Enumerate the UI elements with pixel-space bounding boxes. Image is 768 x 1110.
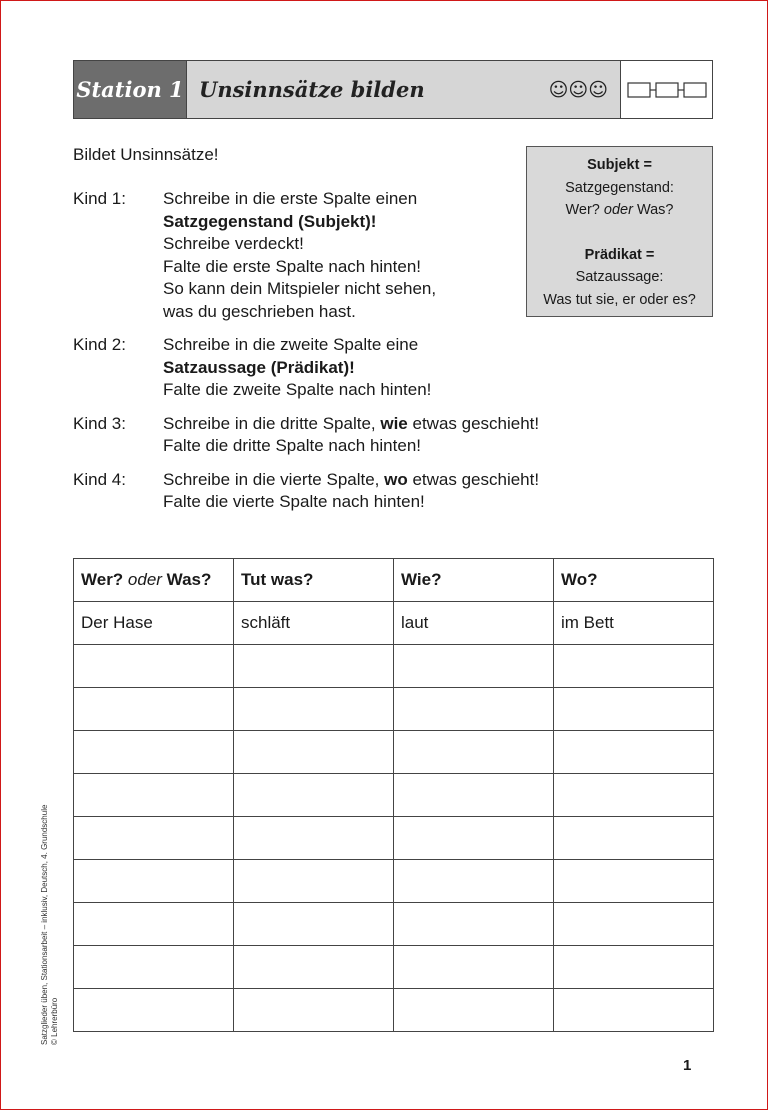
instruction-label: Kind 4: — [73, 469, 126, 489]
table-cell: im Bett — [554, 602, 714, 645]
definition-box — [526, 146, 713, 317]
instruction-line: Falte die zweite Spalte nach hinten! — [163, 380, 432, 399]
table-cell-empty[interactable] — [74, 645, 234, 688]
instruction-label: Kind 1: — [73, 189, 126, 208]
table-row-example — [74, 602, 714, 645]
page-number: 1 — [683, 1057, 692, 1074]
table-row — [74, 774, 714, 817]
table-row — [74, 817, 714, 860]
column-header-wer-was: Wer? oder Was? — [74, 559, 234, 602]
instruction-line: Satzaussage (Prädikat)! — [163, 357, 355, 377]
instruction-line: Falte die dritte Spalte nach hinten! — [163, 436, 421, 455]
table-cell: laut — [394, 602, 554, 645]
table-cell-empty[interactable] — [554, 817, 714, 860]
copyright-line: © Lehrerbüro — [50, 997, 59, 1045]
table-cell: schläft — [234, 602, 394, 645]
worksheet-table — [73, 558, 714, 1032]
table-row — [74, 946, 714, 989]
instruction-line: Schreibe in die vierte Spalte, wo etwas geschieht! — [163, 469, 540, 489]
instruction-line: Schreibe in die erste Spalte einen — [163, 189, 418, 208]
subjekt-title: Subjekt = — [587, 157, 652, 173]
table-cell-empty[interactable] — [394, 903, 554, 946]
station-title: Unsinnsätze bilden — [199, 77, 425, 102]
table-cell-empty[interactable] — [554, 731, 714, 774]
instruction-label: Kind 2: — [73, 335, 126, 354]
table-cell: Der Hase — [74, 602, 234, 645]
intro-text: Bildet Unsinnsätze! — [73, 145, 219, 164]
instruction-label: Kind 3: — [73, 413, 126, 433]
instruction-line: Schreibe in die dritte Spalte, wie etwas geschieht! — [163, 413, 540, 433]
table-row — [74, 903, 714, 946]
table-cell-empty[interactable] — [234, 903, 394, 946]
instruction-line: was du geschrieben hast. — [163, 301, 356, 321]
station-title-area — [187, 61, 620, 118]
subjekt-definition: Satzgegenstand: — [565, 179, 674, 196]
subjekt-question: Wer? oder Was? — [565, 202, 674, 218]
column-header-tut-was: Tut was? — [234, 559, 394, 602]
difficulty-smileys-icon: ☺☺☺ — [548, 78, 608, 101]
table-cell-empty[interactable] — [394, 817, 554, 860]
table-cell-empty[interactable] — [554, 645, 714, 688]
table-cell-empty[interactable] — [554, 946, 714, 989]
table-cell-empty[interactable] — [234, 989, 394, 1032]
instruction-line: Falte die erste Spalte nach hinten! — [163, 256, 421, 276]
praedikat-question: Was tut sie, er oder es? — [543, 291, 696, 308]
table-cell-empty[interactable] — [234, 817, 394, 860]
table-cell-empty[interactable] — [554, 688, 714, 731]
instruction-line: Schreibe verdeckt! — [163, 234, 304, 253]
copyright-note — [40, 805, 60, 1045]
table-cell-empty[interactable] — [74, 989, 234, 1032]
instruction-kind-1 — [73, 188, 593, 323]
table-cell-empty[interactable] — [74, 946, 234, 989]
table-row — [74, 688, 714, 731]
table-cell-empty[interactable] — [394, 860, 554, 903]
table-cell-empty[interactable] — [394, 645, 554, 688]
table-cell-empty[interactable] — [394, 688, 554, 731]
table-cell-empty[interactable] — [74, 817, 234, 860]
column-header-wo: Wo? — [554, 559, 714, 602]
table-cell-empty[interactable] — [394, 731, 554, 774]
station-label: Station 1 — [74, 61, 187, 118]
table-cell-empty[interactable] — [394, 774, 554, 817]
table-cell-empty[interactable] — [74, 731, 234, 774]
table-cell-empty[interactable] — [394, 989, 554, 1032]
table-row — [74, 989, 714, 1032]
table-row — [74, 731, 714, 774]
table-cell-empty[interactable] — [74, 903, 234, 946]
table-cell-empty[interactable] — [554, 860, 714, 903]
table-cell-empty[interactable] — [234, 860, 394, 903]
table-cell-empty[interactable] — [234, 946, 394, 989]
instruction-kind-3 — [73, 413, 593, 458]
table-cell-empty[interactable] — [554, 989, 714, 1032]
station-header — [73, 60, 713, 119]
instruction-line: Satzgegenstand (Subjekt)! — [163, 211, 377, 231]
puzzle-pieces-icon — [620, 61, 712, 118]
table-cell-empty[interactable] — [554, 903, 714, 946]
instruction-line: So kann dein Mitspieler nicht sehen, — [163, 279, 437, 298]
praedikat-title: Prädikat = — [584, 246, 655, 263]
instruction-line: Falte die vierte Spalte nach hinten! — [163, 492, 425, 511]
source-line: Satzglieder üben, Stationsarbeit – inklusiv, Deutsch, 4. Grundschule — [40, 804, 49, 1045]
instruction-kind-2 — [73, 334, 593, 402]
instructions — [73, 188, 593, 525]
table-cell-empty[interactable] — [234, 688, 394, 731]
table-cell-empty[interactable] — [74, 688, 234, 731]
table-cell-empty[interactable] — [234, 731, 394, 774]
table-cell-empty[interactable] — [554, 774, 714, 817]
table-cell-empty[interactable] — [74, 774, 234, 817]
instruction-line: Schreibe in die zweite Spalte eine — [163, 335, 419, 354]
table-row — [74, 860, 714, 903]
table-header-row — [74, 559, 714, 602]
table-row — [74, 645, 714, 688]
instruction-kind-4 — [73, 469, 593, 514]
praedikat-definition: Satzaussage: — [575, 269, 664, 285]
table-cell-empty[interactable] — [74, 860, 234, 903]
table-cell-empty[interactable] — [234, 645, 394, 688]
table-cell-empty[interactable] — [394, 946, 554, 989]
table-cell-empty[interactable] — [234, 774, 394, 817]
column-header-wie: Wie? — [394, 559, 554, 602]
